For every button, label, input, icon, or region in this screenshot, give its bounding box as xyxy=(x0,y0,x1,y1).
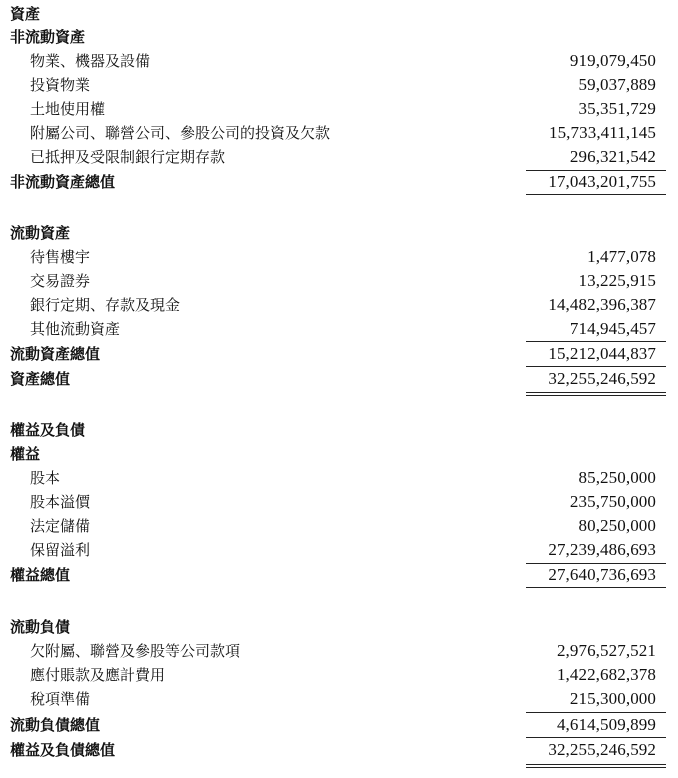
equity-liabilities-heading-row xyxy=(0,418,678,442)
total-value: 17,043,201,755 xyxy=(548,172,656,191)
line-item-row xyxy=(0,538,678,562)
total-label: 非流動資產總值 xyxy=(10,173,116,191)
total-value: 4,614,509,899 xyxy=(556,715,656,734)
total-value: 27,640,736,693 xyxy=(548,565,656,584)
line-item-row xyxy=(0,121,678,145)
line-item-value: 59,037,889 xyxy=(578,75,656,94)
line-item-value: 1,477,078 xyxy=(587,247,656,266)
line-item-row xyxy=(0,49,678,73)
total-assets-row xyxy=(0,367,678,391)
equity-total-row xyxy=(0,563,678,587)
line-item-value: 1,422,682,378 xyxy=(556,665,656,684)
line-item-value: 215,300,000 xyxy=(569,689,656,708)
line-item-label: 銀行定期、存款及現金 xyxy=(30,296,181,314)
line-item-row xyxy=(0,97,678,121)
current-liabilities-total-row xyxy=(0,713,678,737)
line-item-label: 其他流動資產 xyxy=(30,320,121,338)
equity-heading-row xyxy=(0,442,678,466)
current-liabilities-heading: 流動負債 xyxy=(10,618,71,636)
equity-liabilities-heading: 權益及負債 xyxy=(10,421,86,439)
grand-total-value: 32,255,246,592 xyxy=(548,369,656,388)
line-item-value: 27,239,486,693 xyxy=(548,540,656,559)
line-item-value: 919,079,450 xyxy=(569,51,656,70)
line-item-label: 已抵押及受限制銀行定期存款 xyxy=(30,148,226,166)
total-label: 流動負債總值 xyxy=(10,716,101,734)
current-assets-heading-row xyxy=(0,221,678,245)
line-item-label: 法定儲備 xyxy=(30,517,91,535)
current-liabilities-heading-row xyxy=(0,615,678,639)
double-underline xyxy=(526,764,666,768)
line-item-value: 35,351,729 xyxy=(578,99,656,118)
line-item-row xyxy=(0,663,678,687)
line-item-value: 80,250,000 xyxy=(578,516,656,535)
line-item-label: 物業、機器及設備 xyxy=(30,52,151,70)
total-label: 流動資產總值 xyxy=(10,345,101,363)
line-item-value: 2,976,527,521 xyxy=(556,641,656,660)
line-item-label: 交易證券 xyxy=(30,272,91,290)
line-item-row xyxy=(0,639,678,663)
line-item-value: 15,733,411,145 xyxy=(548,123,656,142)
line-item-value: 85,250,000 xyxy=(578,468,656,487)
line-item-value: 14,482,396,387 xyxy=(548,295,656,314)
line-item-label: 待售樓宇 xyxy=(30,248,91,266)
total-underline xyxy=(526,587,666,588)
line-item-row xyxy=(0,145,678,169)
equity-heading: 權益 xyxy=(10,445,41,463)
line-item-label: 附屬公司、聯營公司、參股公司的投資及欠款 xyxy=(30,124,331,142)
line-item-row xyxy=(0,490,678,514)
line-item-label: 股本溢價 xyxy=(30,493,91,511)
total-label: 權益總值 xyxy=(10,566,71,584)
assets-heading: 資產 xyxy=(10,5,41,23)
line-item-label: 股本 xyxy=(30,469,61,487)
line-item-row xyxy=(0,514,678,538)
line-item-value: 296,321,542 xyxy=(569,147,656,166)
line-item-label: 欠附屬、聯營及參股等公司款項 xyxy=(30,642,241,660)
line-item-row xyxy=(0,269,678,293)
line-item-row xyxy=(0,73,678,97)
double-underline xyxy=(526,392,666,396)
grand-total-label: 權益及負債總值 xyxy=(10,741,116,759)
grand-total-label: 資產總值 xyxy=(10,370,71,388)
total-value: 15,212,044,837 xyxy=(548,344,656,363)
line-item-row xyxy=(0,245,678,269)
current-assets-heading: 流動資產 xyxy=(10,224,71,242)
line-item-value: 235,750,000 xyxy=(569,492,656,511)
line-item-row xyxy=(0,317,678,341)
line-item-label: 土地使用權 xyxy=(30,100,106,118)
non-current-assets-heading: 非流動資產 xyxy=(10,28,86,46)
line-item-label: 投資物業 xyxy=(30,76,91,94)
non-current-assets-heading-row xyxy=(0,25,678,49)
line-item-label: 保留溢利 xyxy=(30,541,91,559)
non-current-assets-total-row xyxy=(0,170,678,194)
line-item-row xyxy=(0,687,678,711)
total-equity-liabilities-row xyxy=(0,738,678,762)
line-item-row xyxy=(0,293,678,317)
grand-total-value: 32,255,246,592 xyxy=(548,740,656,759)
line-item-value: 13,225,915 xyxy=(578,271,656,290)
assets-heading-row xyxy=(0,2,678,26)
line-item-row xyxy=(0,466,678,490)
line-item-label: 應付賬款及應計費用 xyxy=(30,666,166,684)
line-item-label: 稅項準備 xyxy=(30,690,91,708)
total-underline xyxy=(526,194,666,195)
line-item-value: 714,945,457 xyxy=(569,319,656,338)
current-assets-total-row xyxy=(0,342,678,366)
